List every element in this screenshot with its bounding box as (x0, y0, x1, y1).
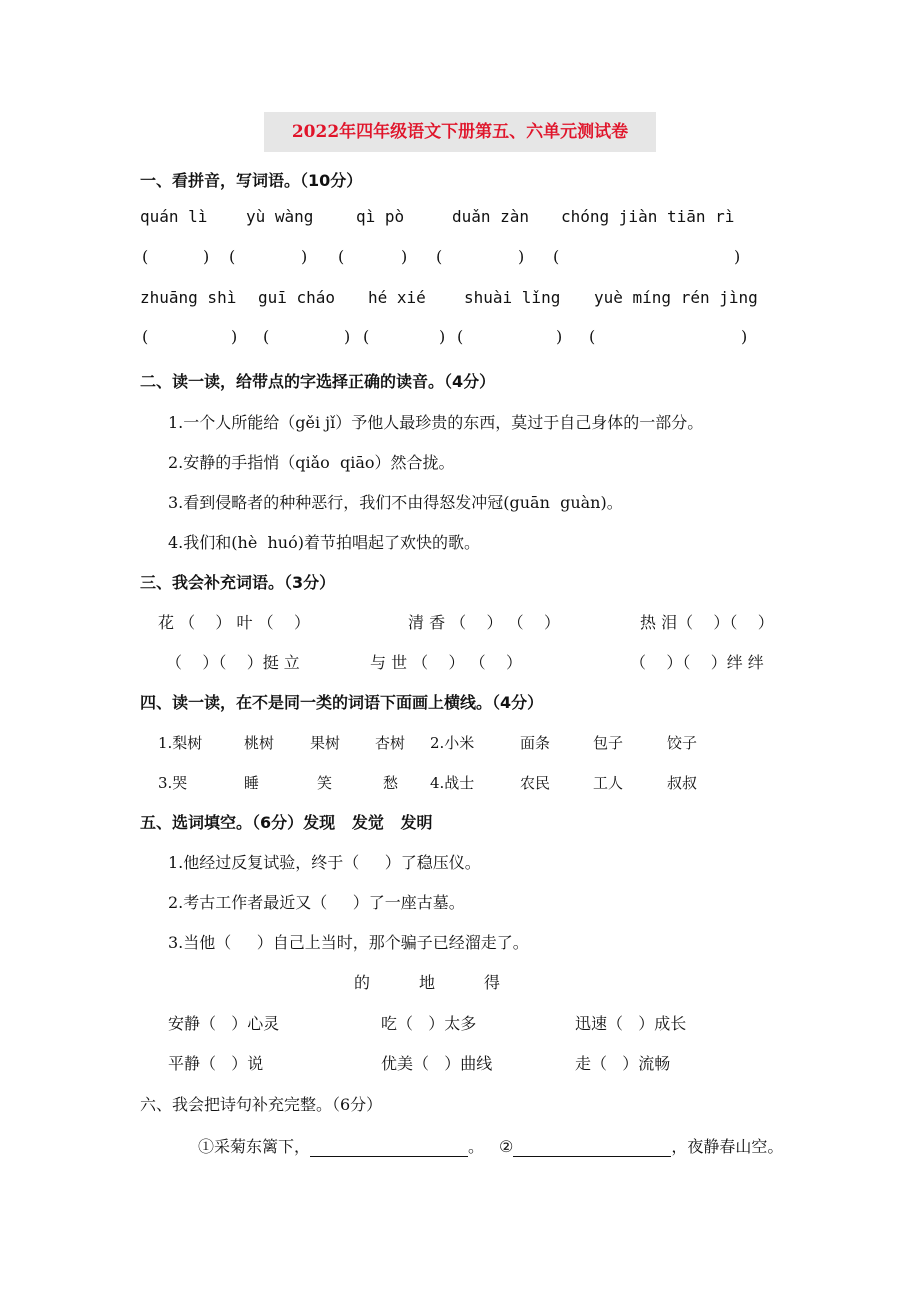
pinyin-1-5: chóng jiàn tiān rì (561, 207, 735, 226)
section3-heading: 三、我会补充词语。（3分） (140, 573, 336, 592)
de-word-3: 得 (484, 973, 501, 992)
section2-item-4: 4.我们和(hè huó)着节拍唱起了欢快的歌。 (168, 533, 480, 552)
pinyin-1-3: qì pò (356, 207, 405, 226)
pinyin-2-5: yuè míng rén jìng (594, 288, 758, 307)
word-item: 叔叔 (667, 774, 698, 792)
paren-close: ) (301, 247, 308, 266)
section2-item-2: 2.安静的手指悄（qiǎo qiāo）然合拢。 (168, 453, 455, 472)
paren-close: ) (401, 247, 408, 266)
paren-open: ( (457, 327, 464, 346)
section5-item-3: 3.当他（ ）自己上当时，那个骗子已经溜走了。 (168, 933, 529, 952)
word-fill-3: 热 泪（ ）（ ） (640, 613, 774, 632)
poem2-blank[interactable] (513, 1140, 671, 1157)
pinyin-1-4: duǎn zàn (452, 207, 530, 226)
paren-open: ( (142, 247, 149, 266)
de-fill-1: 安静（ ）心灵 (168, 1014, 280, 1033)
de-word-1: 的 (354, 973, 371, 992)
section5-item-2: 2.考古工作者最近又（ ）了一座古墓。 (168, 893, 465, 912)
poem2-suffix: ，夜静春山空。 (671, 1137, 784, 1156)
poem1-prefix: ①采菊东篱下， (198, 1137, 311, 1156)
word-item: 笑 (317, 774, 333, 792)
pinyin-2-1: zhuāng shì (140, 288, 237, 307)
section2-item-1: 1.一个人所能给（gěi jǐ）予他人最珍贵的东西，莫过于自己身体的一部分。 (168, 413, 704, 432)
word-item: 包子 (593, 734, 624, 752)
poem2-prefix: ② (499, 1137, 514, 1156)
word-item: 桃树 (244, 734, 275, 752)
pinyin-1-1: quán lì (140, 207, 208, 226)
section6-heading: 六、我会把诗句补充完整。（6分） (140, 1095, 383, 1114)
word-item: 4.战士 (430, 774, 475, 792)
word-item: 饺子 (667, 734, 698, 752)
paren-close: ) (344, 327, 351, 346)
section5-item-1: 1.他经过反复试验，终于（ ）了稳压仪。 (168, 853, 481, 872)
poem1-blank[interactable] (310, 1140, 468, 1157)
de-fill-4: 平静（ ）说 (168, 1054, 264, 1073)
word-item: 1.梨树 (158, 734, 203, 752)
word-fill-6: （ ）（ ）绊 绊 (630, 653, 764, 672)
paren-open: ( (436, 247, 443, 266)
paren-open: ( (553, 247, 560, 266)
paren-close: ) (439, 327, 446, 346)
paren-close: ) (231, 327, 238, 346)
word-fill-4: （ ）（ ）挺 立 (166, 653, 300, 672)
pinyin-2-4: shuài lǐng (464, 288, 561, 307)
pinyin-1-2: yù wàng (246, 207, 314, 226)
word-item: 果树 (310, 734, 341, 752)
title-highlight (264, 112, 656, 152)
word-fill-2: 清 香 （ ） （ ） (408, 613, 560, 632)
de-fill-3: 迅速（ ）成长 (575, 1014, 687, 1033)
de-fill-2: 吃（ ）太多 (381, 1014, 477, 1033)
section2-item-3: 3.看到侵略者的种种恶行，我们不由得怒发冲冠(guān guàn)。 (168, 493, 623, 512)
word-item: 杏树 (375, 734, 406, 752)
paren-close: ) (734, 247, 741, 266)
paren-close: ) (556, 327, 563, 346)
word-item: 睡 (244, 774, 260, 792)
word-item: 农民 (520, 774, 551, 792)
paren-close: ) (518, 247, 525, 266)
section4-heading: 四、读一读，在不是同一类的词语下面画上横线。（4分） (140, 693, 544, 712)
word-item: 2.小米 (430, 734, 475, 752)
word-item: 3.哭 (158, 774, 188, 792)
paren-open: ( (589, 327, 596, 346)
section1-heading: 一、看拼音，写词语。（10分） (140, 171, 363, 190)
pinyin-2-2: guī cháo (258, 288, 336, 307)
pinyin-2-3: hé xié (368, 288, 426, 307)
section5-heading: 五、选词填空。（6分）发现 发觉 发明 (140, 813, 433, 832)
section2-heading: 二、读一读，给带点的字选择正确的读音。（4分） (140, 372, 496, 391)
paren-open: ( (338, 247, 345, 266)
word-item: 愁 (383, 774, 399, 792)
poem1-suffix: 。 (468, 1137, 485, 1156)
de-fill-6: 走（ ）流畅 (575, 1054, 671, 1073)
de-word-2: 地 (419, 973, 436, 992)
paren-open: ( (263, 327, 270, 346)
paren-open: ( (229, 247, 236, 266)
paren-open: ( (363, 327, 370, 346)
de-fill-5: 优美（ ）曲线 (381, 1054, 493, 1073)
poem-line-2 (499, 1134, 783, 1157)
word-item: 面条 (520, 734, 551, 752)
word-fill-1: 花 （ ） 叶 （ ） (158, 613, 310, 632)
word-fill-5: 与 世 （ ） （ ） (370, 653, 522, 672)
paren-open: ( (142, 327, 149, 346)
paren-close: ) (203, 247, 210, 266)
word-item: 工人 (593, 774, 624, 792)
page-title: 2022年四年级语文下册第五、六单元测试卷 (291, 122, 629, 142)
poem-line-1 (198, 1134, 484, 1157)
paren-close: ) (741, 327, 748, 346)
